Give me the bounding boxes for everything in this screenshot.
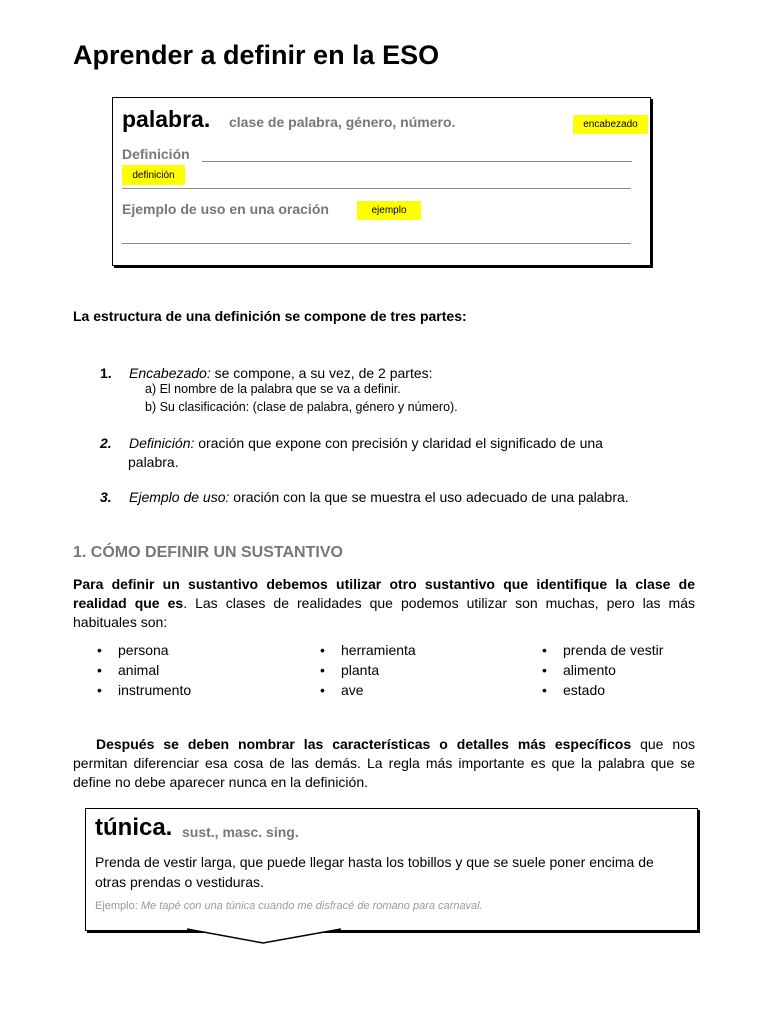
tag-header: encabezado: [573, 115, 648, 134]
part-3-term: Ejemplo de uso:: [129, 489, 230, 505]
list-item: • herramienta: [317, 640, 416, 660]
example-line: [122, 243, 631, 244]
paragraph-2: [73, 735, 695, 792]
definition-line-1: [202, 161, 632, 162]
list-item: • planta: [317, 660, 416, 680]
paragraph-1-bold: Para definir un sustantivo debemos utilizar otro sustantivo que identifique la clase de realidad que es: [73, 576, 695, 611]
list-item: • prenda de vestir: [539, 640, 663, 660]
list-item: • instrumento: [94, 680, 191, 700]
part-2-number: 2.: [100, 435, 112, 451]
section-title: 1. CÓMO DEFINIR UN SUSTANTIVO: [73, 544, 343, 561]
bullet-list-col-2: [317, 640, 416, 700]
part-2-term: Definición:: [129, 435, 195, 451]
example-usage-text: Me tapé con una túnica cuando me disfracé de romano para carnaval.: [140, 900, 483, 912]
tag-definition: definición: [122, 165, 185, 185]
tag-example: ejemplo: [357, 201, 421, 220]
example-definition-box: [85, 808, 698, 931]
template-word-class: clase de palabra, género, número.: [229, 114, 456, 130]
definition-template-box: [112, 97, 651, 266]
list-item: • ave: [317, 680, 416, 700]
part-2-text: oración que expone con precisión y claridad el significado de una: [194, 435, 603, 451]
example-usage: [95, 900, 483, 912]
part-3-number: 3.: [100, 489, 112, 505]
part-1-text: se compone, a su vez, de 2 partes:: [210, 365, 433, 381]
template-example-label: Ejemplo de uso en una oración: [122, 201, 329, 217]
list-item: • estado: [539, 680, 663, 700]
part-1-number: 1.: [100, 365, 112, 381]
template-definition-label: Definición: [122, 146, 190, 162]
callout-arrow-icon: [185, 928, 345, 946]
part-1-term: Encabezado:: [129, 365, 211, 381]
list-item: • persona: [94, 640, 191, 660]
structure-intro: La estructura de una definición se compone de tres partes:: [73, 308, 467, 324]
list-item: • animal: [94, 660, 191, 680]
example-word: túnica.: [95, 814, 173, 841]
bullet-list-col-3: [539, 640, 663, 700]
bullet-list-col-1: [94, 640, 191, 700]
example-usage-label: Ejemplo:: [95, 900, 138, 912]
part-2-text-cont: palabra.: [128, 454, 179, 470]
paragraph-1-rest: . Las clases de realidades que podemos utilizar son muchas, pero las más habituales son:: [73, 595, 696, 630]
definition-line-2: [122, 188, 631, 189]
example-word-class: sust., masc. sing.: [182, 824, 299, 840]
paragraph-2-bold: Después se deben nombrar las características o detalles más específicos: [96, 736, 632, 752]
page-title: Aprender a definir en la ESO: [73, 40, 440, 70]
part-1-sub-a: a) El nombre de la palabra que se va a definir.: [145, 382, 401, 396]
list-item: • alimento: [539, 660, 663, 680]
example-definition-text: Prenda de vestir larga, que puede llegar hasta los tobillos y que se suele poner encima de otras prendas o vestiduras.: [95, 854, 654, 890]
template-word: palabra.: [122, 106, 211, 132]
paragraph-1: [73, 575, 695, 632]
paragraph-2-rest: que nos permitan diferenciar esa cosa de las demás. La regla más importante es que la palabra que se define no debe aparecer nunca en la definición.: [73, 736, 695, 790]
part-3-text: oración con la que se muestra el uso adecuado de una palabra.: [229, 489, 629, 505]
part-1-sub-b: b) Su clasificación: (clase de palabra, género y número).: [145, 400, 458, 414]
